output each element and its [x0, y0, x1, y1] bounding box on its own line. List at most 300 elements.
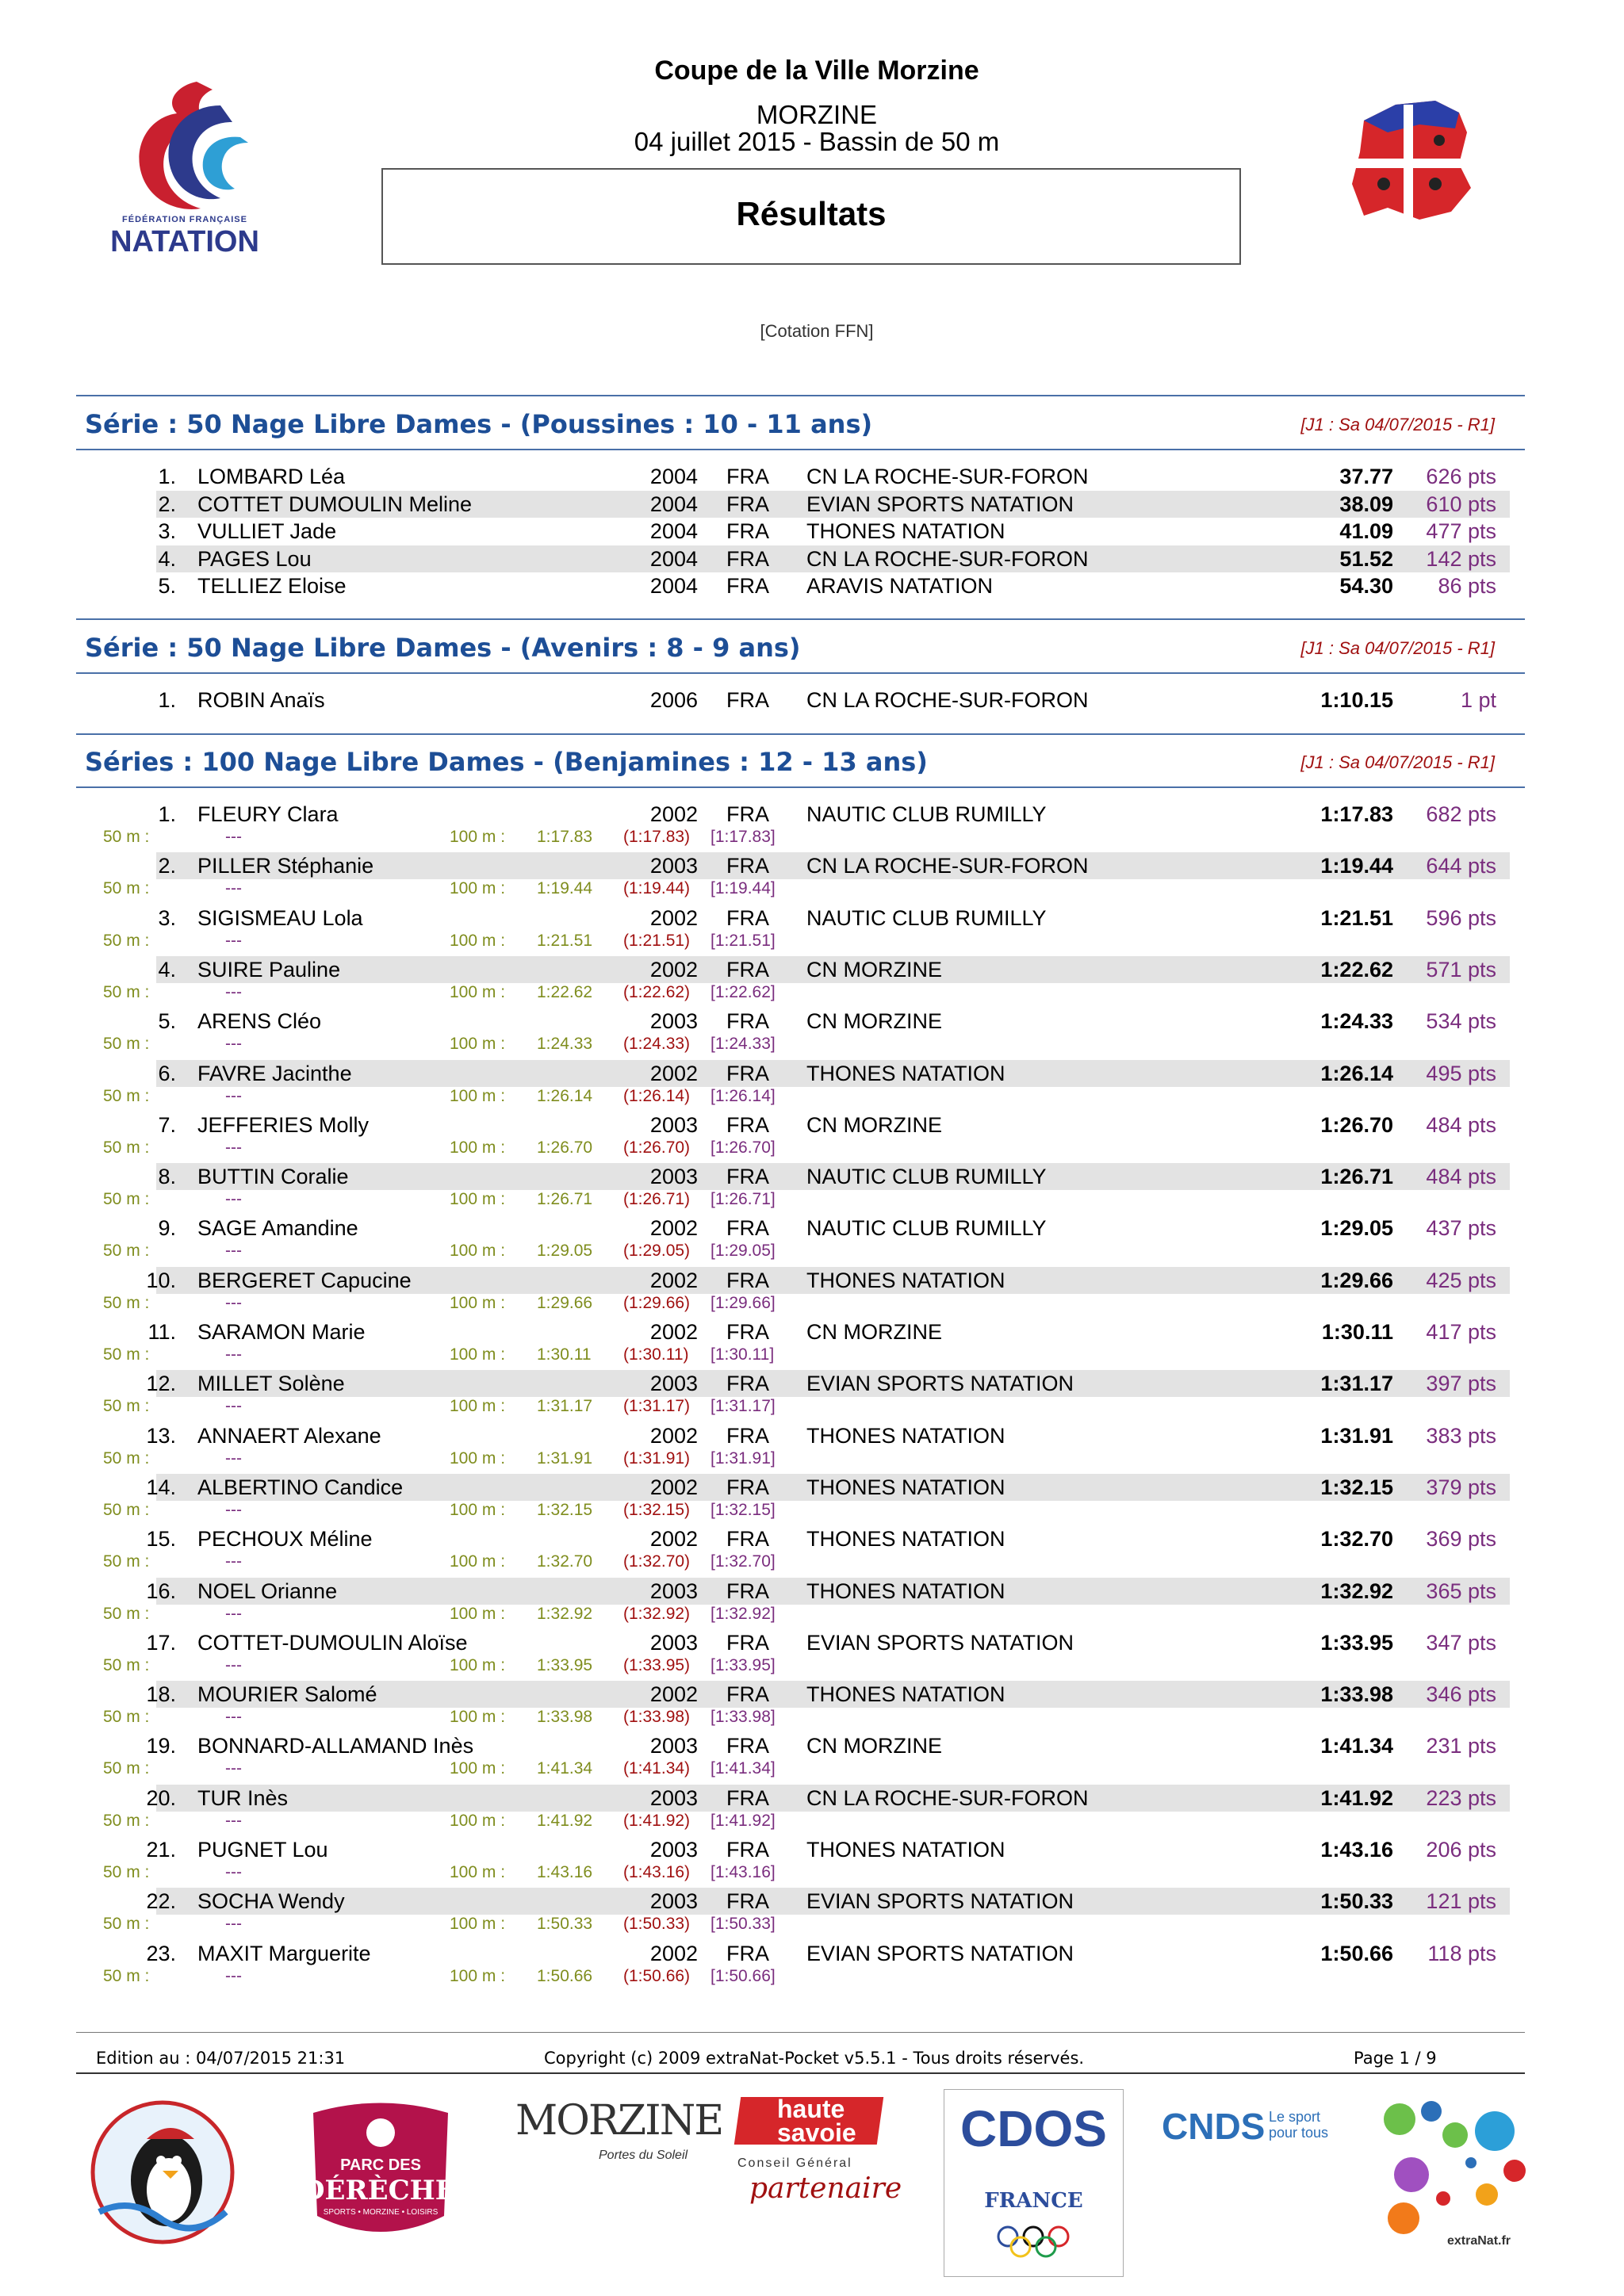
club-logo: [1340, 89, 1483, 232]
section-meta: [J1 : Sa 04/07/2015 - R1]: [1300, 415, 1495, 434]
birth-year: 2002: [649, 957, 698, 982]
split-partial: (1:19.44): [623, 879, 691, 898]
section-title: Série : 50 Nage Libre Dames - (Avenirs : 8 - 9 ans): [85, 633, 801, 663]
club-name: NAUTIC CLUB RUMILLY: [806, 905, 1047, 930]
rank: 5.: [158, 574, 176, 599]
final-time: 1:50.66: [1320, 1941, 1393, 1965]
swimmer-name: SUIRE Pauline: [197, 957, 341, 982]
hs-text-1: haute: [777, 2095, 845, 2123]
points: 626 pts: [1426, 465, 1496, 488]
split-row: [0, 983, 1624, 1004]
split-100-value: 1:22.62: [537, 982, 593, 1001]
split-100-value: 1:19.44: [537, 879, 593, 898]
birth-year: 2003: [649, 1372, 698, 1396]
olympic-rings-icon: [994, 2225, 1073, 2260]
split-partial: (1:33.95): [623, 1655, 691, 1674]
split-partial: (1:31.17): [623, 1397, 691, 1416]
split-cumulative: [1:26.14]: [710, 1086, 776, 1105]
club-name: CN MORZINE: [806, 1112, 942, 1137]
split-row: [0, 828, 1624, 848]
hs-text-3: Conseil Général: [737, 2156, 852, 2170]
split-50-label: 50 m :: [103, 1604, 150, 1623]
split-cumulative: [1:31.91]: [710, 1448, 776, 1468]
points: 86 pts: [1438, 574, 1496, 599]
split-row: [0, 1605, 1624, 1625]
morzine-logo-subtext: Portes du Soleil: [599, 2149, 688, 2162]
split-50-value: ---: [225, 1708, 242, 1727]
nationality: FRA: [726, 1009, 769, 1034]
split-50-value: ---: [225, 1915, 242, 1934]
split-100-label: 100 m :: [450, 1293, 506, 1312]
split-100-label: 100 m :: [450, 1915, 506, 1934]
section-rule: [76, 395, 1525, 396]
footer-bottom-rule: [76, 2072, 1525, 2074]
split-partial: (1:32.70): [623, 1552, 691, 1571]
birth-year: 2003: [649, 1734, 698, 1758]
penguin-icon: [83, 2093, 242, 2252]
ffn-logo-text-top: FÉDÉRATION FRANÇAISE: [122, 215, 247, 224]
final-time: 1:32.70: [1320, 1527, 1393, 1552]
swimmer-name: SAGE Amandine: [197, 1216, 358, 1241]
split-100-value: 1:50.66: [537, 1966, 593, 1985]
split-50-label: 50 m :: [103, 1086, 150, 1105]
split-100-value: 1:26.14: [537, 1086, 593, 1105]
split-50-label: 50 m :: [103, 1242, 150, 1261]
split-50-value: ---: [225, 1500, 242, 1519]
birth-year: 2003: [649, 1578, 698, 1603]
section-rule: [76, 786, 1525, 788]
split-50-value: ---: [225, 1811, 242, 1830]
result-row: [0, 852, 1624, 879]
dereches-text-1: PARC DES: [340, 2156, 421, 2174]
final-time: 37.77: [1339, 465, 1393, 488]
split-partial: (1:22.62): [623, 982, 691, 1001]
swimmer-name: MOURIER Salomé: [197, 1682, 377, 1707]
split-100-label: 100 m :: [450, 1035, 506, 1054]
split-cumulative: [1:33.95]: [710, 1655, 776, 1674]
final-time: 1:26.14: [1320, 1061, 1393, 1085]
split-partial: (1:32.15): [623, 1500, 691, 1519]
sponsor-morzine-logo: [511, 2093, 723, 2180]
result-row: [0, 801, 1624, 828]
split-cumulative: [1:29.05]: [710, 1242, 776, 1261]
split-100-label: 100 m :: [450, 1759, 506, 1778]
split-partial: (1:21.51): [623, 931, 691, 950]
rank: 3.: [158, 905, 176, 930]
swimmer-name: ANNAERT Alexane: [197, 1423, 381, 1448]
final-time: 1:32.92: [1320, 1578, 1393, 1603]
split-100-label: 100 m :: [450, 1552, 506, 1571]
birth-year: 2002: [649, 1061, 698, 1085]
split-100-label: 100 m :: [450, 1863, 506, 1881]
sponsor-cnds-logo: [1158, 2097, 1340, 2176]
points: 369 pts: [1426, 1527, 1496, 1552]
birth-year: 2002: [649, 1268, 698, 1292]
split-50-value: ---: [225, 879, 242, 898]
club-name: NAUTIC CLUB RUMILLY: [806, 802, 1047, 826]
nationality: FRA: [726, 546, 769, 571]
club-name: EVIAN SPORTS NATATION: [806, 1941, 1074, 1965]
result-row: [0, 956, 1624, 983]
nationality: FRA: [726, 1838, 769, 1862]
split-50-label: 50 m :: [103, 1035, 150, 1054]
points: 231 pts: [1426, 1734, 1496, 1758]
split-50-value: ---: [225, 828, 242, 846]
result-row: [0, 1836, 1624, 1863]
final-time: 1:19.44: [1320, 854, 1393, 878]
club-name: CN MORZINE: [806, 1009, 942, 1034]
split-partial: (1:32.92): [623, 1604, 691, 1623]
birth-year: 2003: [649, 1165, 698, 1189]
club-name: CN MORZINE: [806, 1320, 942, 1344]
nationality: FRA: [726, 465, 769, 488]
birth-year: 2002: [649, 1423, 698, 1448]
results-box: [381, 168, 1241, 265]
points: 347 pts: [1426, 1630, 1496, 1655]
club-name: EVIAN SPORTS NATATION: [806, 1889, 1074, 1914]
morzine-logo-text: MORZINE: [515, 2097, 723, 2145]
split-row: [0, 1345, 1624, 1366]
split-50-value: ---: [225, 1448, 242, 1468]
split-100-label: 100 m :: [450, 1966, 506, 1985]
final-time: 1:32.15: [1320, 1475, 1393, 1499]
rank: 8.: [158, 1165, 176, 1189]
points: 365 pts: [1426, 1578, 1496, 1603]
rank: 23.: [146, 1941, 176, 1965]
split-50-label: 50 m :: [103, 1708, 150, 1727]
split-50-label: 50 m :: [103, 1448, 150, 1468]
result-row: [0, 1732, 1624, 1759]
swimmer-name: SOCHA Wendy: [197, 1889, 345, 1914]
points: 206 pts: [1426, 1838, 1496, 1862]
split-100-label: 100 m :: [450, 1138, 506, 1157]
birth-year: 2003: [649, 1785, 698, 1810]
club-name: THONES NATATION: [806, 1423, 1005, 1448]
split-partial: (1:30.11): [623, 1345, 689, 1364]
split-row: [0, 1035, 1624, 1055]
split-row: [0, 1915, 1624, 1935]
split-50-value: ---: [225, 1552, 242, 1571]
split-50-label: 50 m :: [103, 1863, 150, 1881]
split-50-label: 50 m :: [103, 1190, 150, 1209]
club-name: THONES NATATION: [806, 1527, 1005, 1552]
points: 610 pts: [1426, 492, 1496, 516]
nationality: FRA: [726, 519, 769, 544]
rank: 15.: [146, 1527, 176, 1552]
swimmer-name: COTTET-DUMOULIN Aloïse: [197, 1630, 468, 1655]
split-50-value: ---: [225, 1138, 242, 1157]
split-row: [0, 1967, 1624, 1988]
final-time: 1:43.16: [1320, 1838, 1393, 1862]
birth-year: 2003: [649, 1889, 698, 1914]
extranat-bubbles-icon: [1376, 2099, 1534, 2242]
club-name: ARAVIS NATATION: [806, 574, 994, 599]
nationality: FRA: [726, 1734, 769, 1758]
split-100-value: 1:50.33: [537, 1915, 593, 1934]
final-time: 1:33.98: [1320, 1682, 1393, 1707]
points: 534 pts: [1426, 1009, 1496, 1034]
split-50-label: 50 m :: [103, 1500, 150, 1519]
split-100-value: 1:43.16: [537, 1863, 593, 1881]
cnds-text: CNDS: [1162, 2106, 1266, 2147]
rank: 1.: [158, 688, 176, 712]
split-50-label: 50 m :: [103, 1915, 150, 1934]
birth-year: 2002: [649, 1216, 698, 1241]
swimmer-name: PUGNET Lou: [197, 1838, 328, 1862]
birth-year: 2004: [649, 465, 698, 488]
nationality: FRA: [726, 1785, 769, 1810]
split-row: [0, 879, 1624, 900]
split-50-label: 50 m :: [103, 1345, 150, 1364]
birth-year: 2003: [649, 1009, 698, 1034]
points: 118 pts: [1427, 1941, 1496, 1965]
result-row: [0, 1474, 1624, 1501]
nationality: FRA: [726, 1372, 769, 1396]
split-50-value: ---: [225, 1604, 242, 1623]
split-partial: (1:17.83): [623, 828, 691, 846]
final-time: 1:41.92: [1320, 1785, 1393, 1810]
split-100-value: 1:32.15: [537, 1500, 593, 1519]
cdos-france: FRANCE: [984, 2189, 1083, 2213]
split-100-value: 1:41.34: [537, 1759, 593, 1778]
rank: 21.: [146, 1838, 176, 1862]
swimmer-name: MILLET Solène: [197, 1372, 345, 1396]
split-100-value: 1:33.98: [537, 1708, 593, 1727]
points: 484 pts: [1426, 1112, 1496, 1137]
split-100-value: 1:26.70: [537, 1138, 593, 1157]
rank: 16.: [146, 1578, 176, 1603]
club-name: THONES NATATION: [806, 1838, 1005, 1862]
split-cumulative: [1:21.51]: [710, 931, 776, 950]
nationality: FRA: [726, 574, 769, 599]
points: 425 pts: [1426, 1268, 1496, 1292]
nationality: FRA: [726, 1578, 769, 1603]
nationality: FRA: [726, 1320, 769, 1344]
sponsor-extranat-logo: [1376, 2099, 1534, 2258]
points: 571 pts: [1426, 957, 1496, 982]
split-50-value: ---: [225, 1086, 242, 1105]
swimmer-name: PILLER Stéphanie: [197, 854, 374, 878]
split-cumulative: [1:29.66]: [710, 1293, 776, 1312]
nationality: FRA: [726, 1527, 769, 1552]
split-partial: (1:50.33): [623, 1915, 691, 1934]
split-row: [0, 1501, 1624, 1521]
result-row: [0, 1163, 1624, 1190]
split-100-value: 1:21.51: [537, 931, 593, 950]
dereches-text-3: SPORTS • MORZINE • LOISIRS: [323, 2208, 439, 2217]
final-time: 54.30: [1339, 574, 1393, 599]
final-time: 1:30.11: [1321, 1320, 1393, 1344]
split-partial: (1:41.34): [623, 1759, 691, 1778]
points: 644 pts: [1426, 854, 1496, 878]
swimmer-name: PAGES Lou: [197, 546, 312, 571]
section-rule: [76, 672, 1525, 674]
nationality: FRA: [726, 688, 769, 712]
ffn-logo: [102, 70, 268, 256]
split-100-value: 1:26.71: [537, 1190, 593, 1209]
rank: 20.: [146, 1785, 176, 1810]
split-row: [0, 1656, 1624, 1677]
split-50-value: ---: [225, 1035, 242, 1054]
points: 223 pts: [1426, 1785, 1496, 1810]
swimmer-name: BERGERET Capucine: [197, 1268, 412, 1292]
split-100-value: 1:17.83: [537, 828, 593, 846]
rank: 11.: [147, 1320, 176, 1344]
points: 346 pts: [1426, 1682, 1496, 1707]
section-rule: [76, 618, 1525, 620]
birth-year: 2003: [649, 1630, 698, 1655]
nationality: FRA: [726, 802, 769, 826]
split-50-value: ---: [225, 1397, 242, 1416]
split-50-value: ---: [225, 1345, 242, 1364]
split-100-value: 1:29.05: [537, 1242, 593, 1261]
section-meta: [J1 : Sa 04/07/2015 - R1]: [1300, 752, 1495, 772]
club-name: THONES NATATION: [806, 1475, 1005, 1499]
split-50-value: ---: [225, 1966, 242, 1985]
rank: 1.: [158, 802, 176, 826]
split-partial: (1:29.05): [623, 1242, 691, 1261]
nationality: FRA: [726, 854, 769, 878]
club-name: CN LA ROCHE-SUR-FORON: [806, 688, 1089, 712]
birth-year: 2004: [649, 546, 698, 571]
rank: 7.: [158, 1112, 176, 1137]
split-row: [0, 932, 1624, 952]
rank: 12.: [146, 1372, 176, 1396]
split-row: [0, 1190, 1624, 1211]
split-row: [0, 1449, 1624, 1470]
swimmer-name: BUTTIN Coralie: [197, 1165, 349, 1189]
result-row: [0, 1681, 1624, 1708]
rank: 2.: [158, 854, 176, 878]
split-50-label: 50 m :: [103, 1759, 150, 1778]
swimmer-name: NOEL Orianne: [197, 1578, 338, 1603]
rank: 18.: [146, 1682, 176, 1707]
club-name: THONES NATATION: [806, 519, 1005, 544]
result-row: [0, 1525, 1624, 1552]
split-row: [0, 1087, 1624, 1108]
hs-text-4: partenaire: [749, 2172, 902, 2205]
rank: 5.: [158, 1009, 176, 1034]
dereches-text-2: DÉRÈCHES: [301, 2175, 476, 2206]
nationality: FRA: [726, 957, 769, 982]
split-cumulative: [1:32.92]: [710, 1604, 776, 1623]
hs-text-2: savoie: [777, 2118, 856, 2147]
club-name: CN LA ROCHE-SUR-FORON: [806, 465, 1089, 488]
birth-year: 2006: [649, 688, 698, 712]
birth-year: 2003: [649, 854, 698, 878]
split-100-label: 100 m :: [450, 1086, 506, 1105]
result-row: [0, 1940, 1624, 1967]
split-partial: (1:29.66): [623, 1293, 691, 1312]
club-name: NAUTIC CLUB RUMILLY: [806, 1165, 1047, 1189]
split-row: [0, 1812, 1624, 1832]
section-title: Séries : 100 Nage Libre Dames - (Benjamines : 12 - 13 ans): [85, 747, 928, 777]
split-cumulative: [1:24.33]: [710, 1035, 776, 1054]
split-50-value: ---: [225, 1190, 242, 1209]
meet-title: Coupe de la Ville Morzine: [654, 55, 979, 86]
split-cumulative: [1:26.70]: [710, 1138, 776, 1157]
result-row: [0, 1888, 1624, 1915]
birth-year: 2002: [649, 1320, 698, 1344]
birth-year: 2002: [649, 1682, 698, 1707]
final-time: 1:29.05: [1320, 1216, 1393, 1241]
birth-year: 2002: [649, 802, 698, 826]
split-50-label: 50 m :: [103, 1397, 150, 1416]
sponsor-cdos-logo: [944, 2089, 1124, 2277]
nationality: FRA: [726, 1112, 769, 1137]
split-50-label: 50 m :: [103, 982, 150, 1001]
split-cumulative: [1:43.16]: [710, 1863, 776, 1881]
birth-year: 2004: [649, 574, 698, 599]
result-row: [0, 1267, 1624, 1294]
club-name: CN MORZINE: [806, 1734, 942, 1758]
split-100-label: 100 m :: [450, 1604, 506, 1623]
split-cumulative: [1:50.33]: [710, 1915, 776, 1934]
final-time: 1:33.95: [1320, 1630, 1393, 1655]
split-partial: (1:26.70): [623, 1138, 691, 1157]
result-row: [0, 491, 1624, 518]
points: 437 pts: [1426, 1216, 1496, 1241]
swimmer-name: ARENS Cléo: [197, 1009, 322, 1034]
swimmer-name: FAVRE Jacinthe: [197, 1061, 352, 1085]
split-row: [0, 1759, 1624, 1780]
split-row: [0, 1863, 1624, 1884]
rank: 19.: [146, 1734, 176, 1758]
swimmer-name: ALBERTINO Candice: [197, 1475, 404, 1499]
sponsor-club-des-nageurs-logo: [83, 2093, 242, 2252]
split-50-label: 50 m :: [103, 1138, 150, 1157]
split-100-value: 1:41.92: [537, 1811, 593, 1830]
rank: 13.: [146, 1423, 176, 1448]
result-row: [0, 518, 1624, 545]
nationality: FRA: [726, 492, 769, 516]
nationality: FRA: [726, 1061, 769, 1085]
split-100-value: 1:32.70: [537, 1552, 593, 1571]
final-time: 1:24.33: [1320, 1009, 1393, 1034]
rank: 17.: [146, 1630, 176, 1655]
split-cumulative: [1:31.17]: [710, 1397, 776, 1416]
swimmer-name: MAXIT Marguerite: [197, 1941, 371, 1965]
split-50-value: ---: [225, 1759, 242, 1778]
points: 383 pts: [1426, 1423, 1496, 1448]
club-name: CN LA ROCHE-SUR-FORON: [806, 1785, 1089, 1810]
final-time: 1:26.71: [1320, 1165, 1393, 1189]
split-100-label: 100 m :: [450, 931, 506, 950]
cnds-tagline: Le sport pour tous: [1269, 2109, 1329, 2141]
final-time: 1:22.62: [1320, 957, 1393, 982]
split-row: [0, 1242, 1624, 1262]
result-row: [0, 1060, 1624, 1087]
points: 484 pts: [1426, 1165, 1496, 1189]
final-time: 1:41.34: [1320, 1734, 1393, 1758]
club-name: THONES NATATION: [806, 1578, 1005, 1603]
split-50-value: ---: [225, 1293, 242, 1312]
split-partial: (1:31.91): [623, 1448, 691, 1468]
club-name: CN MORZINE: [806, 957, 942, 982]
split-50-label: 50 m :: [103, 879, 150, 898]
split-50-value: ---: [225, 931, 242, 950]
footer-edition: Edition au : 04/07/2015 21:31: [96, 2049, 346, 2068]
result-row: [0, 1785, 1624, 1812]
split-cumulative: [1:41.34]: [710, 1759, 776, 1778]
final-time: 1:31.91: [1320, 1423, 1393, 1448]
ffn-logo-text-bottom: NATATION: [110, 225, 259, 258]
final-time: 1:29.66: [1320, 1268, 1393, 1292]
split-cumulative: [1:50.66]: [710, 1966, 776, 1985]
swimmer-name: PECHOUX Méline: [197, 1527, 373, 1552]
split-100-value: 1:32.92: [537, 1604, 593, 1623]
points: 682 pts: [1426, 802, 1496, 826]
